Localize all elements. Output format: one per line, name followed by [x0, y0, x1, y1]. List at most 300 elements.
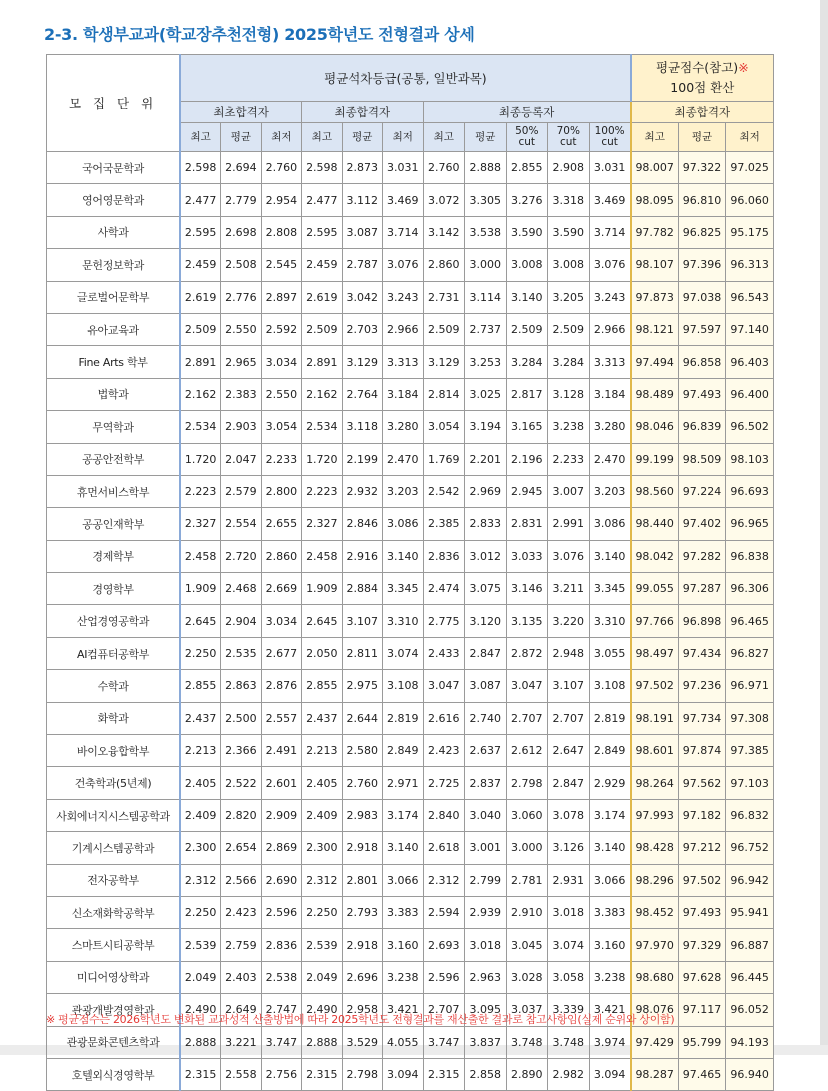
dept-name: 화학과 [47, 702, 181, 734]
grade-cell: 3.140 [589, 540, 631, 572]
grade-cell: 2.873 [342, 152, 382, 184]
dept-name: 사학과 [47, 216, 181, 248]
grade-cell: 2.836 [423, 540, 465, 572]
col-first-avg: 평균 [221, 123, 261, 152]
score-cell: 98.428 [631, 832, 679, 864]
table-row [47, 475, 774, 507]
grade-cell: 3.008 [506, 249, 548, 281]
grade-cell: 2.948 [548, 637, 590, 669]
grade-cell: 2.903 [221, 411, 261, 443]
grade-cell: 2.458 [180, 540, 220, 572]
score-cell: 97.025 [726, 152, 774, 184]
score-header-line2: 100점 환산 [670, 80, 735, 95]
score-cell: 98.121 [631, 313, 679, 345]
score-cell: 97.628 [678, 961, 726, 993]
grade-cell: 2.403 [221, 961, 261, 993]
grade-cell: 2.545 [261, 249, 301, 281]
table-row [47, 152, 774, 184]
grade-cell: 2.223 [302, 475, 342, 507]
grade-cell: 2.760 [423, 152, 465, 184]
grade-cell: 3.748 [506, 1026, 548, 1058]
grade-cell: 2.554 [221, 508, 261, 540]
score-cell: 96.965 [726, 508, 774, 540]
grade-cell: 3.538 [465, 216, 507, 248]
score-cell: 97.873 [631, 281, 679, 313]
dept-name: 건축학과(5년제) [47, 767, 181, 799]
col-70-top: 70% [556, 125, 580, 137]
grade-cell: 2.213 [302, 735, 342, 767]
grade-cell: 3.076 [548, 540, 590, 572]
grade-cell: 3.194 [465, 411, 507, 443]
score-cell: 97.117 [678, 994, 726, 1026]
dept-name: 휴먼서비스학부 [47, 475, 181, 507]
score-cell: 97.970 [631, 929, 679, 961]
score-cell: 97.322 [678, 152, 726, 184]
grade-cell: 3.140 [506, 281, 548, 313]
grade-cell: 2.459 [180, 249, 220, 281]
grade-cell: 2.550 [261, 378, 301, 410]
grade-cell: 2.918 [342, 929, 382, 961]
table-row [47, 281, 774, 313]
grade-cell: 2.327 [180, 508, 220, 540]
grade-cell: 3.058 [548, 961, 590, 993]
table-row [47, 735, 774, 767]
dept-name: Fine Arts 학부 [47, 346, 181, 378]
dept-name: 관광개발경영학과 [47, 994, 181, 1026]
grade-cell: 2.300 [180, 832, 220, 864]
grade-cell: 3.305 [465, 184, 507, 216]
score-cell: 96.942 [726, 864, 774, 896]
score-cell: 97.502 [631, 670, 679, 702]
grade-cell: 2.888 [180, 1026, 220, 1058]
col-50-top: 50% [515, 125, 539, 137]
grade-cell: 3.140 [383, 540, 423, 572]
grade-cell: 1.909 [302, 573, 342, 605]
subgroup-score-final: 최종합격자 [631, 102, 774, 123]
table-row [47, 573, 774, 605]
grade-cell: 3.135 [506, 605, 548, 637]
score-header-mark: ※ [738, 60, 749, 75]
col-enrolled-max: 최고 [423, 123, 465, 152]
grade-cell: 2.897 [261, 281, 301, 313]
grade-cell: 3.086 [589, 508, 631, 540]
table-row [47, 832, 774, 864]
grade-cell: 2.764 [342, 378, 382, 410]
grade-cell: 2.969 [465, 475, 507, 507]
grade-cell: 2.315 [302, 1058, 342, 1090]
grade-cell: 3.243 [589, 281, 631, 313]
grade-cell: 3.284 [506, 346, 548, 378]
grade-cell: 3.974 [589, 1026, 631, 1058]
page-edge [820, 0, 828, 1055]
grade-cell: 3.129 [342, 346, 382, 378]
grade-cell: 3.126 [548, 832, 590, 864]
grade-cell: 2.645 [302, 605, 342, 637]
grade-cell: 3.072 [423, 184, 465, 216]
grade-cell: 2.982 [548, 1058, 590, 1090]
score-cell: 96.839 [678, 411, 726, 443]
grade-cell: 2.327 [302, 508, 342, 540]
grade-cell: 3.108 [383, 670, 423, 702]
grade-cell: 2.645 [180, 605, 220, 637]
grade-cell: 3.112 [342, 184, 382, 216]
score-cell: 97.874 [678, 735, 726, 767]
grade-cell: 3.108 [589, 670, 631, 702]
grade-cell: 3.033 [506, 540, 548, 572]
grade-cell: 2.965 [221, 346, 261, 378]
score-cell: 96.313 [726, 249, 774, 281]
dept-name: 국어국문학과 [47, 152, 181, 184]
score-cell: 97.182 [678, 799, 726, 831]
grade-cell: 2.233 [261, 443, 301, 475]
score-cell: 98.497 [631, 637, 679, 669]
grade-cell: 2.991 [548, 508, 590, 540]
score-cell: 97.224 [678, 475, 726, 507]
grade-cell: 2.858 [465, 1058, 507, 1090]
grade-cell: 3.238 [548, 411, 590, 443]
grade-cell: 2.250 [302, 896, 342, 928]
score-cell: 97.493 [678, 896, 726, 928]
dept-name: 바이오융합학부 [47, 735, 181, 767]
grade-cell: 2.534 [302, 411, 342, 443]
score-cell: 98.601 [631, 735, 679, 767]
grade-cell: 2.312 [423, 864, 465, 896]
grade-cell: 4.055 [383, 1026, 423, 1058]
table-row [47, 411, 774, 443]
grade-cell: 2.647 [548, 735, 590, 767]
grade-cell: 3.146 [506, 573, 548, 605]
grade-cell: 2.740 [465, 702, 507, 734]
grade-cell: 2.050 [302, 637, 342, 669]
dept-name: 영어영문학과 [47, 184, 181, 216]
score-cell: 96.052 [726, 994, 774, 1026]
grade-cell: 2.312 [180, 864, 220, 896]
results-table [46, 54, 774, 1091]
grade-cell: 2.213 [180, 735, 220, 767]
grade-cell: 2.470 [383, 443, 423, 475]
score-cell: 98.680 [631, 961, 679, 993]
grade-cell: 2.945 [506, 475, 548, 507]
grade-cell: 2.535 [221, 637, 261, 669]
grade-cell: 2.931 [548, 864, 590, 896]
score-cell: 97.103 [726, 767, 774, 799]
score-cell: 98.076 [631, 994, 679, 1026]
grade-cell: 3.203 [589, 475, 631, 507]
table-row [47, 702, 774, 734]
grade-cell: 2.781 [506, 864, 548, 896]
score-cell: 98.191 [631, 702, 679, 734]
grade-cell: 2.820 [221, 799, 261, 831]
grade-cell: 2.690 [261, 864, 301, 896]
dept-name: 무역학과 [47, 411, 181, 443]
col-final-min: 최저 [383, 123, 423, 152]
grade-cell: 3.118 [342, 411, 382, 443]
grade-cell: 2.509 [302, 313, 342, 345]
grade-cell: 2.437 [180, 702, 220, 734]
grade-cell: 2.644 [342, 702, 382, 734]
score-cell: 96.445 [726, 961, 774, 993]
subgroup-enrolled: 최종등록자 [423, 102, 631, 123]
grade-cell: 2.509 [506, 313, 548, 345]
grade-cell: 3.018 [548, 896, 590, 928]
grade-cell: 2.776 [221, 281, 261, 313]
grade-cell: 3.055 [589, 637, 631, 669]
score-cell: 98.046 [631, 411, 679, 443]
score-group-header [631, 55, 774, 102]
grade-cell: 1.769 [423, 443, 465, 475]
score-cell: 98.095 [631, 184, 679, 216]
grade-cell: 2.908 [548, 152, 590, 184]
grade-cell: 2.383 [221, 378, 261, 410]
grade-cell: 2.703 [342, 313, 382, 345]
grade-cell: 1.720 [180, 443, 220, 475]
grade-cell: 2.534 [180, 411, 220, 443]
grade-cell: 3.383 [589, 896, 631, 928]
grade-cell: 2.654 [221, 832, 261, 864]
table-row [47, 346, 774, 378]
score-cell: 97.597 [678, 313, 726, 345]
grade-cell: 3.421 [589, 994, 631, 1026]
score-cell: 97.429 [631, 1026, 679, 1058]
grade-cell: 2.696 [342, 961, 382, 993]
grade-cell: 3.045 [506, 929, 548, 961]
grade-cell: 2.787 [342, 249, 382, 281]
grade-cell: 2.910 [506, 896, 548, 928]
grade-cell: 2.596 [261, 896, 301, 928]
col-enrolled-100cut [589, 123, 631, 152]
grade-cell: 3.345 [383, 573, 423, 605]
col-final-avg: 평균 [342, 123, 382, 152]
grade-cell: 3.313 [383, 346, 423, 378]
score-cell: 98.107 [631, 249, 679, 281]
dept-name: 경제학부 [47, 540, 181, 572]
score-cell: 94.193 [726, 1026, 774, 1058]
score-cell: 98.264 [631, 767, 679, 799]
score-cell: 96.810 [678, 184, 726, 216]
grade-cell: 2.047 [221, 443, 261, 475]
grade-cell: 2.405 [302, 767, 342, 799]
grade-cell: 3.142 [423, 216, 465, 248]
score-cell: 96.940 [726, 1058, 774, 1090]
grade-cell: 3.012 [465, 540, 507, 572]
grade-cell: 2.580 [342, 735, 382, 767]
score-cell: 98.509 [678, 443, 726, 475]
score-cell: 96.502 [726, 411, 774, 443]
grade-cell: 2.612 [506, 735, 548, 767]
grade-cell: 2.250 [180, 637, 220, 669]
grade-cell: 2.793 [342, 896, 382, 928]
table-row [47, 961, 774, 993]
grade-cell: 2.863 [221, 670, 261, 702]
dept-name: 유아교육과 [47, 313, 181, 345]
grade-cell: 3.054 [423, 411, 465, 443]
score-cell: 96.400 [726, 378, 774, 410]
grade-cell: 2.162 [302, 378, 342, 410]
col-first-min: 최저 [261, 123, 301, 152]
score-cell: 96.752 [726, 832, 774, 864]
grade-cell: 2.315 [180, 1058, 220, 1090]
table-row [47, 1058, 774, 1090]
grade-cell: 2.891 [302, 346, 342, 378]
grade-cell: 3.018 [465, 929, 507, 961]
score-cell: 97.494 [631, 346, 679, 378]
dept-name: 신소재화학공학부 [47, 896, 181, 928]
grade-cell: 3.284 [548, 346, 590, 378]
grade-cell: 3.066 [383, 864, 423, 896]
grade-cell: 3.339 [548, 994, 590, 1026]
score-cell: 96.858 [678, 346, 726, 378]
score-cell: 97.140 [726, 313, 774, 345]
grade-cell: 3.469 [383, 184, 423, 216]
grade-cell: 3.165 [506, 411, 548, 443]
dept-name: 관광문화콘텐츠학과 [47, 1026, 181, 1058]
grade-cell: 2.669 [261, 573, 301, 605]
grade-cell: 3.094 [589, 1058, 631, 1090]
grade-cell: 2.707 [423, 994, 465, 1026]
grade-cell: 2.601 [261, 767, 301, 799]
grade-cell: 2.694 [221, 152, 261, 184]
grade-cell: 2.595 [180, 216, 220, 248]
grade-cell: 2.409 [302, 799, 342, 831]
grade-cell: 2.468 [221, 573, 261, 605]
grade-cell: 2.731 [423, 281, 465, 313]
grade-cell: 2.300 [302, 832, 342, 864]
score-cell: 96.306 [726, 573, 774, 605]
grade-cell: 2.594 [423, 896, 465, 928]
grade-cell: 2.890 [506, 1058, 548, 1090]
grade-cell: 2.798 [342, 1058, 382, 1090]
grade-cell: 2.836 [261, 929, 301, 961]
grade-cell: 3.034 [261, 346, 301, 378]
grade-cell: 2.474 [423, 573, 465, 605]
footnote: ※ 평균점수는 2026학년도 변화된 교과성적 산출방법에 따라 2025학년도 전형결과를 재산출한 결과로 참고사항임(실제 순위와 상이함) [46, 1013, 675, 1026]
grade-cell: 2.819 [383, 702, 423, 734]
score-cell: 96.898 [678, 605, 726, 637]
score-cell: 97.465 [678, 1058, 726, 1090]
grade-cell: 2.539 [302, 929, 342, 961]
grade-cell: 2.860 [423, 249, 465, 281]
grade-cell: 3.421 [383, 994, 423, 1026]
grade-cell: 3.243 [383, 281, 423, 313]
grade-cell: 3.054 [261, 411, 301, 443]
dept-name: 글로벌어문학부 [47, 281, 181, 313]
grade-cell: 2.707 [506, 702, 548, 734]
col-first-max: 최고 [180, 123, 220, 152]
table-row [47, 1026, 774, 1058]
score-cell: 95.941 [726, 896, 774, 928]
grade-cell: 2.707 [548, 702, 590, 734]
grade-cell: 3.037 [506, 994, 548, 1026]
grade-cell: 2.971 [383, 767, 423, 799]
grade-cell: 2.491 [261, 735, 301, 767]
col-final-max: 최고 [302, 123, 342, 152]
grade-cell: 2.409 [180, 799, 220, 831]
grade-cell: 2.817 [506, 378, 548, 410]
results-body [47, 152, 774, 1091]
grade-cell: 2.800 [261, 475, 301, 507]
grade-cell: 2.423 [221, 896, 261, 928]
grade-cell: 2.538 [261, 961, 301, 993]
table-row [47, 605, 774, 637]
grade-cell: 2.808 [261, 216, 301, 248]
grade-cell: 2.932 [342, 475, 382, 507]
score-cell: 98.452 [631, 896, 679, 928]
grade-cell: 2.819 [589, 702, 631, 734]
grade-cell: 2.618 [423, 832, 465, 864]
grade-cell: 3.221 [221, 1026, 261, 1058]
score-cell: 98.489 [631, 378, 679, 410]
grade-cell: 2.637 [465, 735, 507, 767]
grade-group-header: 평균석차등급(공통, 일반과목) [180, 55, 631, 102]
table-row [47, 896, 774, 928]
grade-cell: 2.312 [302, 864, 342, 896]
grade-cell: 2.869 [261, 832, 301, 864]
grade-cell: 2.592 [261, 313, 301, 345]
grade-cell: 2.550 [221, 313, 261, 345]
grade-cell: 3.040 [465, 799, 507, 831]
grade-cell: 3.074 [383, 637, 423, 669]
grade-cell: 3.383 [383, 896, 423, 928]
grade-cell: 3.025 [465, 378, 507, 410]
score-cell: 97.212 [678, 832, 726, 864]
grade-cell: 2.849 [383, 735, 423, 767]
score-cell: 98.440 [631, 508, 679, 540]
subgroup-final-pass: 최종합격자 [302, 102, 423, 123]
dept-header: 모 집 단 위 [47, 55, 181, 152]
grade-cell: 2.760 [261, 152, 301, 184]
grade-cell: 2.909 [261, 799, 301, 831]
grade-cell: 2.954 [261, 184, 301, 216]
table-row [47, 767, 774, 799]
dept-name: 법학과 [47, 378, 181, 410]
score-cell: 97.993 [631, 799, 679, 831]
score-cell: 97.434 [678, 637, 726, 669]
grade-cell: 3.042 [342, 281, 382, 313]
grade-cell: 2.916 [342, 540, 382, 572]
grade-cell: 2.315 [423, 1058, 465, 1090]
grade-cell: 2.558 [221, 1058, 261, 1090]
grade-cell: 3.087 [342, 216, 382, 248]
grade-cell: 3.107 [342, 605, 382, 637]
dept-name: 호텔외식경영학부 [47, 1058, 181, 1090]
grade-cell: 3.008 [548, 249, 590, 281]
grade-cell: 2.833 [465, 508, 507, 540]
col-score-min: 최저 [726, 123, 774, 152]
grade-cell: 3.007 [548, 475, 590, 507]
grade-cell: 2.759 [221, 929, 261, 961]
grade-cell: 2.490 [302, 994, 342, 1026]
dept-name: 문헌정보학과 [47, 249, 181, 281]
grade-cell: 2.888 [302, 1026, 342, 1058]
grade-cell: 3.253 [465, 346, 507, 378]
col-100-bottom: cut [601, 136, 618, 148]
grade-cell: 3.087 [465, 670, 507, 702]
grade-cell: 2.963 [465, 961, 507, 993]
grade-cell: 2.049 [180, 961, 220, 993]
grade-cell: 3.174 [383, 799, 423, 831]
grade-cell: 2.596 [423, 961, 465, 993]
grade-cell: 2.579 [221, 475, 261, 507]
grade-cell: 3.184 [383, 378, 423, 410]
grade-cell: 2.509 [548, 313, 590, 345]
grade-cell: 2.975 [342, 670, 382, 702]
dept-name: 기계시스템공학과 [47, 832, 181, 864]
score-cell: 97.402 [678, 508, 726, 540]
grade-cell: 2.405 [180, 767, 220, 799]
score-cell: 96.403 [726, 346, 774, 378]
table-row [47, 799, 774, 831]
grade-cell: 2.737 [465, 313, 507, 345]
